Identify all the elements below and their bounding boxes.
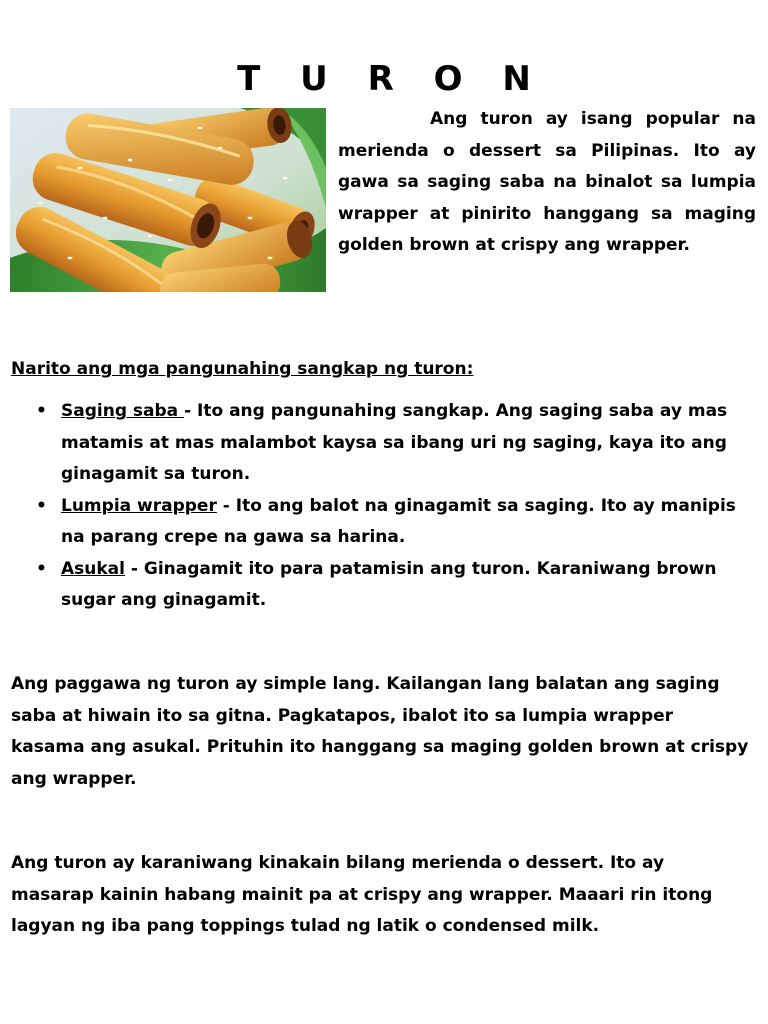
ingredient-item (0, 396, 768, 491)
ingredient-item (0, 554, 768, 617)
ingredient-term: Lumpia wrapper (61, 495, 217, 516)
ingredient-description: - Ginagamit ito para patamisin ang turon. Karaniwang brown sugar ang ginagamit. (61, 558, 717, 610)
ingredients-list (0, 396, 768, 617)
ingredient-description: - Ito ang pangunahing sangkap. Ang saging saba ay mas matamis at mas malambot kaysa sa ibang uri ng saging, kaya ito ang ginagamit sa turon. (61, 401, 728, 484)
serving-paragraph: Ang turon ay karaniwang kinakain bilang merienda o dessert. Ito ay masarap kainin habang mainit pa at crispy ang wrapper. Maaari rin itong lagyan ng iba pang toppings tulad ng latik o condensed milk. (11, 853, 713, 936)
bullet-icon: • (36, 401, 47, 421)
ingredients-heading: Narito ang mga pangunahing sangkap ng turon: (11, 359, 474, 379)
turon-photo (10, 108, 326, 292)
ingredient-description: - Ito ang balot na ginagamit sa saging. Ito ay manipis na parang crepe na gawa sa harina. (61, 495, 736, 547)
ingredient-term: Saging saba (61, 401, 185, 421)
page-title: T U R O N (237, 58, 545, 99)
ingredient-term: Asukal (61, 558, 125, 579)
bullet-icon: • (36, 495, 47, 516)
ingredient-item (0, 491, 768, 554)
preparation-paragraph: Ang paggawa ng turon ay simple lang. Kailangan lang balatan ang saging saba at hiwain ito sa gitna. Pagkatapos, ibalot ito sa lumpia wrapper kasama ang asukal. Prituhin ito hanggang sa maging golden brown at crispy ang wrapper. (11, 674, 749, 789)
intro-paragraph: Ang turon ay isang popular na merienda o dessert sa Pilipinas. Ito ay gawa sa saging saba na binalot sa lumpia wrapper at pinirito hanggang sa maging golden brown at crispy ang wrapper. (338, 109, 756, 255)
bullet-icon: • (36, 558, 47, 579)
